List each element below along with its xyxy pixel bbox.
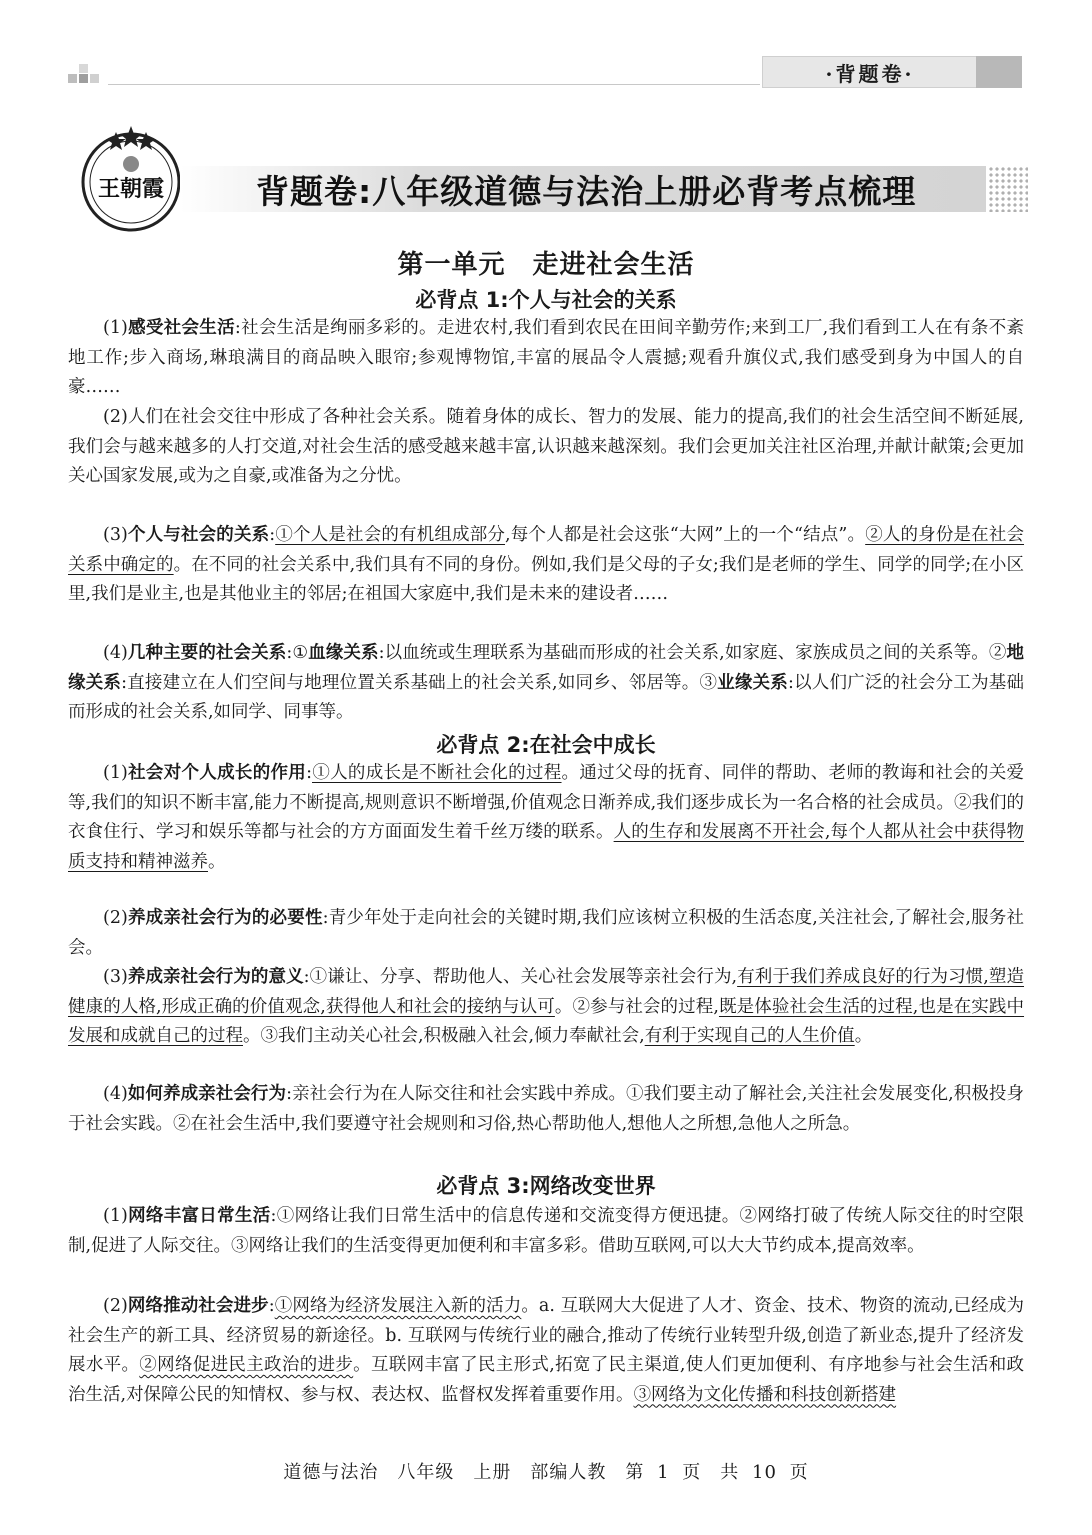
underlined-point: 有利于实现自己的人生价值 [644,1026,855,1046]
p2-item3: (3)养成亲社会行为的意义:①谦让、分享、帮助他人、关心社会发展等亲社会行为,有利于我们养成良好的行为习惯,塑造健康的人格,形成正确的价值观念,获得他人和社会的接纳与认可。②参与社会的过程,既是体验社会生活的过程,也是在实践中发展和成就自己的过程。③我们主动关心社会,积极融入社会,倾力奉献社会,有利于实现自己的人生价值。 [68,967,1025,1046]
key-term: 养成亲社会行为的必要性 [127,908,323,928]
wavy-underlined-point: ③网络为文化传播和科技创新搭建 [633,1384,897,1405]
title-dots-decoration [988,166,1028,212]
key-term: 血缘关系 [308,643,379,663]
section-tab-end [976,56,1022,88]
p2-item4: (4)如何养成亲社会行为:亲社会行为在人际交往和社会实践中养成。①我们要主动了解社会,关注社会发展变化,积极投身于社会实践。②在社会生活中,我们要遵守社会规则和习俗,热心帮助他人,想他人之所想,急他人之所急。 [68,1084,1024,1134]
point-1-title: 必背点 1:个人与社会的关系 [415,288,677,312]
key-term: 几种主要的社会关系 [127,643,287,663]
key-term: 网络推动社会进步 [127,1296,269,1316]
key-term: 地缘关系 [68,643,1025,693]
p3-item1: (1)网络丰富日常生活:①网络让我们日常生活中的信息传递和交流变得方便迅捷。②网络打破了传统人际交往的时空限制,促进了人际交往。③网络让我们的生活变得更加便利和丰富多彩。借助互联网,可以大大节约成本,提高效率。 [68,1206,1024,1256]
header-rule [108,84,760,85]
key-term: 业缘关系 [717,672,788,693]
underlined-point: 有利于我们养成良好的行为习惯,塑造健康的人格,形成正确的价值观念,获得他人和社会的接纳与认可 [68,967,1025,1017]
wavy-underlined-point: ①网络为经济发展注入新的活力 [274,1296,522,1316]
brand-logo [76,124,186,234]
point-3-title: 必背点 3:网络改变世界 [436,1174,656,1198]
p1-item2: (2)人们在社会交往中形成了各种社会关系。随着身体的成长、智力的发展、能力的提高,我们的社会生活空间不断延展,我们会与越来越多的人打交道,对社会生活的感受越来越丰富,认识越来越深刻。我们会更加关注社区治理,并献计献策;会更加关心国家发展,或为之自豪,或准备为之分忧。 [68,407,1024,486]
page-title: 背题卷:八年级道德与法治上册必背考点梳理 [256,171,917,211]
header-decoration [68,64,108,86]
unit-title: 第一单元 走进社会生活 [397,250,695,280]
p1-item1: (1)感受社会生活:社会生活是绚丽多彩的。走进农村,我们看到农民在田间辛勤劳作;来到工厂,我们看到工人在有条不紊地工作;步入商场,琳琅满目的商品映入眼帘;参观博物馆,丰富的展品令人震撼;观看升旗仪式,我们感受到身为中国人的自豪…… [68,318,1025,397]
p3-item2: (2)网络推动社会进步:①网络为经济发展注入新的活力。a. 互联网大大促进了人才、资金、技术、物资的流动,已经成为社会生产的新工具、经济贸易的新途径。b. 互联网与传统行业的融合,推动了传统行业转型升级,创造了新业态,提升了经济发展水平。②网络促进民主政治的进步。互联网丰富了民主形式,拓宽了民主渠道,使人们更加便利、有序地参与社会生活和政治生活,对保障公民的知情权、参与权、表达权、监督权发挥着重要作用。③网络为文化传播和科技创新搭建 [68,1296,1025,1405]
p1-item4: (4)几种主要的社会关系:①血缘关系:以血统或生理联系为基础而形成的社会关系,如家庭、家族成员之间的关系等。②地缘关系:直接建立在人们空间与地理位置关系基础上的社会关系,如同乡、邻居等。③业缘关系:以人们广泛的社会分工为基础而形成的社会关系,如同学、同事等。 [68,643,1025,722]
point-2-title: 必背点 2:在社会中成长 [436,733,656,757]
underlined-point: ①个人是社会的有机组成部分 [275,525,506,545]
underlined-point: 人的生存和发展离不开社会,每个人都从社会中获得物质支持和精神滋养 [68,822,1025,872]
key-term: 养成亲社会行为的意义 [127,967,304,987]
key-term: 感受社会生活 [127,318,235,338]
underlined-point: ②人的身份是在社会关系中确定的 [68,525,1025,575]
p2-item2: (2)养成亲社会行为的必要性:青少年处于走向社会的关键时期,我们应该树立积极的生活态度,关注社会,了解社会,服务社会。 [68,908,1024,958]
key-term: 社会对个人成长的作用 [127,763,307,783]
page-footer: 道德与法治 八年级 上册 部编人教 第 1 页 共 10 页 [283,1462,809,1483]
section-tab: ·背题卷· [762,56,977,88]
svg-text:王朝霞: 王朝霞 [97,176,165,202]
p1-item3: (3)个人与社会的关系:①个人是社会的有机组成部分,每个人都是社会这张“大网”上的一个“结点”。②人的身份是在社会关系中确定的。在不同的社会关系中,我们具有不同的身份。例如,我们是父母的子女;我们是老师的学生、同学的同学;在小区里,我们是业主,也是其他业主的邻居;在祖国大家庭中,我们是未来的建设者…… [68,525,1025,604]
wavy-underlined-point: ②网络促进民主政治的进步 [139,1355,354,1375]
key-term: 个人与社会的关系 [127,525,270,545]
p2-item1: (1)社会对个人成长的作用:①人的成长是不断社会化的过程。通过父母的抚育、同伴的帮助、老师的教诲和社会的关爱等,我们的知识不断丰富,能力不断提高,规则意识不断增强,价值观念日渐养成,我们逐步成长为一名合格的社会成员。②我们的衣食住行、学习和娱乐等都与社会的方方面面发生着千丝万缕的联系。人的生存和发展离不开社会,每个人都从社会中获得物质支持和精神滋养。 [68,763,1025,872]
key-term: 网络丰富日常生活 [127,1206,271,1226]
underlined-point: 既是体验社会生活的过程,也是在实践中发展和成就自己的过程 [68,996,1025,1046]
key-term: 如何养成亲社会行为 [127,1084,287,1104]
underlined-point: ①人的成长是不断社会化的过程 [312,763,562,783]
